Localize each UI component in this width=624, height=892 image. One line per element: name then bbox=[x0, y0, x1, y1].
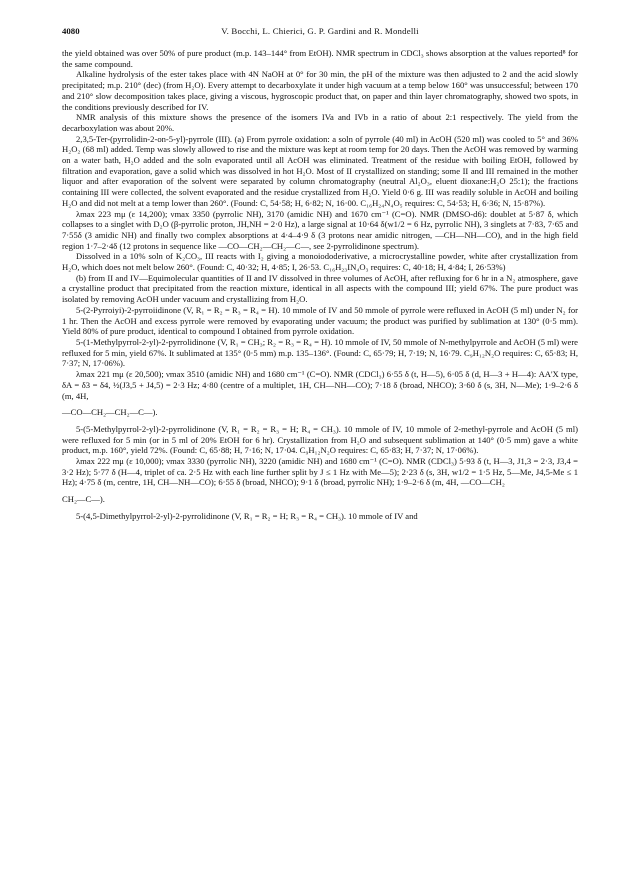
paragraph: NMR analysis of this mixture shows the presence of the isomers IVa and IVb in a ratio of about 2:1 respectively. The yield from the decarboxylation was about 20%. bbox=[62, 112, 578, 133]
page-number: 4080 bbox=[62, 26, 80, 36]
journal-page bbox=[62, 26, 578, 880]
paragraph: 5-(4,5-Dimethylpyrrol-2-yl)-2-pyrrolidinone (V, R₁ = R₂ = H; R₃ = R₄ = CH₃). 10 mmole of IV and bbox=[76, 510, 418, 521]
paragraph: λmax 221 mμ (ε 20,500); νmax 3510 (amidic NH) and 1680 cm⁻¹ (C=O). NMR (CDCl₃) 6·55 δ (t, H—5), 6·05 δ (d, H—3 + H—4): AA'X type, δA = δ3 = δ4, ½(J3,5 + J4,5) = 2·3 Hz; 4·80 (centre of a multiplet, 1H, CH—NH—CO); 7·18 δ (broad, NHCO); 3·60 δ (s, 3H, N—Me); 1·9–2·6 δ (m, 4H, bbox=[62, 369, 578, 401]
paragraph: 5-(1-Methylpyrrol-2-yl)-2-pyrrolidinone (V, R₁ = CH₃; R₂ = R₃ = R₄ = H). 10 mmole of IV, 50 mmole of N-methylpyrrole and AcOH (5 ml) were refluxed for 5 min, yield 67%. It sublimated at 135° (0·5 mm) m.p. 135–136°. (Found: C, 65·79; H, 7·19; N, 16·79. C₉H₁₂N₂O requires: C, 65·83; H, 7·37; N, 17·06%). bbox=[62, 336, 578, 369]
structural-formula: CH₂—C—). bbox=[62, 494, 105, 505]
paragraph: Dissolved in a 10% soln of K₂CO₃, III reacts with I₂ giving a monoiododerivative, a microcrystalline powder, white after crystallization from H₂O, which does not melt below 260°. (Found: C, 40·32; H, 4·85; I, 26·53. C₁₆H₂₃IN₄O₃ requires: C, 40·18; H, 4·84; I, 26·53%) bbox=[62, 251, 578, 273]
structural-formula: —CO—CH₂—CH₂—C—). bbox=[62, 407, 158, 418]
paragraph: λmax 222 mμ (ε 10,000); νmax 3330 (pyrrolic NH), 3220 (amidic NH) and 1680 cm⁻¹ (C=O). NMR (CDCl₃) 5·93 δ (t, H—3, J1,3 = 2·3, J3,4 = 3·2 Hz); 5·77 δ (H—4, triplet of ca. 2·5 Hz with each line further split by J ≤ 1 Hz with Me—5); 2·23 δ (s, 3H, w1/2 = 1·5 Hz, 5—Me, J4,5-Me ≤ 1 Hz); 4·75 δ (m, centre, 1H, CH—NH—CO); 6·55 δ (broad, NHCO); 9·1 δ (broad, pyrrolic NH); 1·9–2·6 δ (m, 4H, —CO—CH₂ bbox=[62, 456, 578, 488]
paragraph: λmax 223 mμ (ε 14,200); νmax 3350 (pyrrolic NH), 3170 (amidic NH) and 1670 cm⁻¹ (C=O). NMR (DMSO-d6): doublet at 5·87 δ, which collapses to a singlet with D₂O (β-pyrrolic proton, JH,NH = 2·0 Hz), a large signal at 10·64 δ(w1/2 = 6 Hz, pyrrolic NH), 3 singlets at 7·83, 7·65 and 7·55δ (3 amidic NH) and finally two complex absorptions at 4·4–4·9 δ (3 protons near amidic nitrogen, —CH—NH—CO), and in the high field region 1·7–2·4δ (12 protons in sequence like —CO—CH₂—CH₂—C—, see 2-pyrrolidinone spectrum). bbox=[62, 208, 578, 251]
page-header bbox=[62, 26, 578, 40]
paragraph: the yield obtained was over 50% of pure product (m.p. 143–144° from EtOH). NMR spectrum in CDCl₃ shows absorption at the values reported⁸ for the same compound. bbox=[62, 48, 578, 69]
paragraph: (b) from II and IV—Equimolecular quantities of II and IV dissolved in three volumes of AcOH, after refluxing for 6 hr in a N₂ atmosphere, gave a crystalline product that precipitated from the reaction mixture, identical in all aspects with the compound III; yield 67%. The pure product was isolated by removing AcOH under vacuum and crystallizing from H₂O. bbox=[62, 272, 578, 305]
running-head-authors: V. Bocchi, L. Chierici, G. P. Gardini and R. Mondelli bbox=[221, 26, 419, 36]
paragraph: 5-(5-Methylpyrrol-2-yl)-2-pyrrolidinone (V, R₁ = R₂ = R₃ = H; R₄ = CH₃). 10 mmole of IV, 10 mmole of 2-methyl-pyrrole and AcOH (5 ml) were refluxed for 5 min (or in 5 ml of 20% EtOH for 6 hr). Crystallization from H₂O and subsequent sublimation at 140° (0·5 mm) gave a white product, m.p. 160°, yield 72%. (Found: C, 65·88; H, 7·16; N, 17·04. C₉H₁₂N₂O requires: C, 65·83; H, 7·37; N, 17·06%). bbox=[62, 423, 578, 456]
paragraph: 2,3,5-Ter-(pyrrolidin-2-on-5-yl)-pyrrole (III). (a) From pyrrole oxidation: a soln of pyrrole (40 ml) in AcOH (520 ml) was cooled to 5° and 36% H₂O₂ (68 ml) added. Temp was slowly allowed to rise and the mixture was kept at room temp for 20 days. Then the AcOH was removed by warming on a water bath, H₂O added and the soln evaporated until all AcOH was eliminated. Treatment of the residue with boiling EtOH, followed by filtration and evaporation, gave a solid which was dissolved in hot H₂O. Most of II crystallized on standing; some II and III remained in the mother liquor and after evaporation of the solvent were separated by column chromatography (neutral Al₂O₃, eluent dioxane:H₂O 25:1); the fractions containing III were collected, the solvent evaporated and the residue crystallized from H₂O. Yield 0·6 g. III was readily soluble in AcOH and boiling H₂O and did not melt at a temp lower than 260°. (Found: C, 54·58; H, 6·82; N, 16·00. C₁₆H₂₄N₄O₅ requires: C, 54·53; H, 6·36; N, 15·87%). bbox=[62, 133, 578, 208]
paragraph: 5-(2-Pyrroiyi)-2-pyrroiidinone (V, R₁ = R₂ = R₃ = R₄ = H). 10 mmole of IV and 50 mmole of pyrrole were refluxed in AcOH (5 ml) under N₂ for 1 hr. Then the AcOH and excess pyrrole were removed by evaporating under vacuum; the product was purified by sublimation at 130° (0·5 mm). Yield 80% of pure product, identical to compound I obtained from pyrrole oxidation. bbox=[62, 304, 578, 337]
paragraph: Alkaline hydrolysis of the ester takes place with 4N NaOH at 0° for 30 min, the pH of the mixture was then adjusted to 2 and the acid slowly precipitated; m.p. 210° (dec) (from H₂O). Every attempt to decarboxylate it under high vacuum at a temp below 160° was unsuccessful; between 170 and 210° slow decomposition takes place, giving a viscous, hygroscopic product that, on paper and thin layer chromatography, showed two spots, in the conditions previously described for IV. bbox=[62, 69, 578, 112]
